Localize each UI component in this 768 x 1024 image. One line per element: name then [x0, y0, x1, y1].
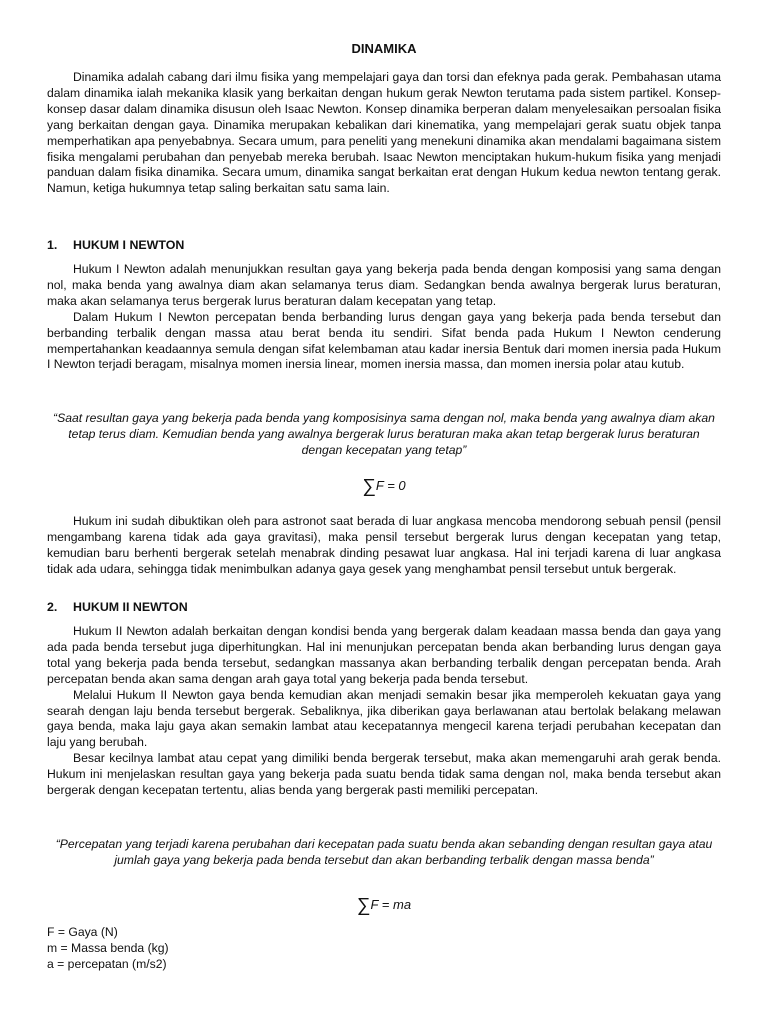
section-2-heading — [47, 600, 721, 616]
intro-section — [47, 70, 721, 197]
section-2-formula — [47, 897, 721, 914]
section-2-paragraph-2: Melalui Hukum II Newton gaya benda kemudian akan menjadi semakin besar jika memperoleh kekuatan gaya yang searah dengan laju benda tersebut bergerak. Sebaliknya, jika diberikan gaya berlawanan atau bertolak belakang melawan gaya benda, maka laju gaya akan semakin lambat atau kecepatannya mengecil karena terjadi perubahan kecepatan dan laju yang berubah. — [47, 687, 721, 750]
section-1-quote: “Saat resultan gaya yang bekerja pada benda yang komposisinya sama dengan nol, maka benda yang awalnya diam akan tetap terus diam. Kemudian benda yang awalnya bergerak lurus beraturan maka akan tetap bergerak lurus beraturan dengan kecepatan yang tetap” — [53, 411, 715, 457]
section-2-quote: “Percepatan yang terjadi karena perubahan dari kecepatan pada suatu benda akan sebanding dengan resultan gaya atau jumlah gaya yang bekerja pada benda tersebut dan akan berbanding terbalik dengan massa benda” — [55, 837, 713, 867]
formula-text: F = ma — [370, 897, 412, 912]
section-2-paragraph-1: Hukum II Newton adalah berkaitan dengan kondisi benda yang bergerak dalam keadaan massa benda dan gaya yang ada pada benda tersebut juga diperhitungkan. Hal ini menunjukan percepatan benda akan berbanding lurus dengan gaya total yang bekerja pada benda tersebut, sedangkan massanya akan berbanding terbalik dengan percepatan benda. Arah percepatan benda akan sama dengan arah gaya total yang bekerja pada benda tersebut. — [47, 624, 721, 686]
intro-paragraph: Dinamika adalah cabang dari ilmu fisika yang mempelajari gaya dan torsi dan efeknya pada gerak. Pembahasan utama dalam dinamika ialah mekanika klasik yang berkaitan dengan hukum gerak Newton terutama pada sistem partikel. Konsep-konsep dasar dalam dinamika disusun oleh Isaac Newton. Konsep dinamika berperan dalam menyelesaikan persoalan fisika yang berkaitan dengan gaya. Dinamika merupakan kebalikan dari kinematika, yang mempelajari gerak suatu objek tanpa memperhatikan apa penyebabnya. Secara umum, para peneliti yang menekuni dinamika akan mendalami bagaimana sistem fisika mengalami perubahan dan penyebab mereka berubah. Isaac Newton menciptakan hukum-hukum fisika yang menjadi panduan dalam fisika dinamika. Secara umum, dinamika sangat berkaitan erat dengan Hukum kedua newton tentang gerak. Namun, ketiga hukumnya tetap saling berkaitan satu sama lain. — [47, 70, 721, 196]
document-title: DINAMIKA — [351, 41, 417, 56]
section-1-heading — [47, 238, 721, 254]
section-1-body — [47, 262, 721, 373]
section-1-paragraph-1: Hukum I Newton adalah menunjukkan resultan gaya yang bekerja pada benda dengan komposisi yang sama dengan nol, maka benda yang awalnya diam akan selamanya terus diam. Sedangkan benda awalnya bergerak lurus beraturan, maka akan selamanya terus bergerak lurus beraturan dalam kecepatan yang tetap. — [47, 262, 721, 308]
variable-mass: m = Massa benda (kg) — [47, 940, 169, 955]
section-1-quote-block — [50, 411, 718, 459]
sigma-symbol: ∑ — [362, 476, 376, 497]
section-2-body — [47, 624, 721, 799]
section-2-title: HUKUM II NEWTON — [73, 600, 188, 614]
section-2-number: 2. — [47, 600, 58, 614]
variable-force: F = Gaya (N) — [47, 925, 118, 939]
formula-text: F = 0 — [375, 478, 406, 493]
section-1-number: 1. — [47, 238, 58, 252]
variable-acceleration: a = percepatan (m/s2) — [47, 956, 167, 971]
section-1-paragraph-2: Dalam Hukum I Newton percepatan benda berbanding lurus dengan gaya yang bekerja pada benda tersebut dan berbanding terbalik dengan massa atau berat benda itu sendiri. Sifat benda pada Hukum I Newton cenderung mempertahankan keadaannya semula dengan sifat kelembaman atau kadar inersia Bentuk dari momen inersia pada Hukum I Newton terjadi beragam, misalnya momen inersia linear, momen inersia massa, dan momen inersia polar atau kutub. — [47, 309, 721, 372]
section-1-paragraph-3: Hukum ini sudah dibuktikan oleh para astronot saat berada di luar angkasa mencoba mendorong sebuah pensil (pensil mengambang karena tidak ada gaya gravitasi), maka pensil tersebut bergerak lurus dengan kecepatan yang tetap, kemudian baru berhenti bergerak setelah menabrak dinding pesawat luar angkasa. Hal ini terjadi karena di luar angkasa tidak ada udara, sehingga tidak menimbulkan adanya gaya gesek yang menghambat pensil tersebut untuk bergerak. — [47, 514, 721, 576]
section-1-body-2 — [47, 514, 721, 578]
section-2-quote-block — [50, 837, 718, 869]
section-1-title: HUKUM I NEWTON — [73, 238, 185, 252]
section-2-paragraph-3: Besar kecilnya lambat atau cepat yang dimiliki benda bergerak tersebut, maka akan memengaruhi arah gerak benda. Hukum ini menjelaskan resultan gaya yang bekerja pada suatu benda tidak sama dengan nol, maka benda tersebut akan bergerak dengan kecepatan tertentu, alias benda yang bergerak pasti memiliki percepatan. — [47, 751, 721, 798]
variable-list — [47, 925, 721, 973]
sigma-symbol: ∑ — [356, 895, 371, 916]
section-1-formula — [47, 478, 721, 495]
